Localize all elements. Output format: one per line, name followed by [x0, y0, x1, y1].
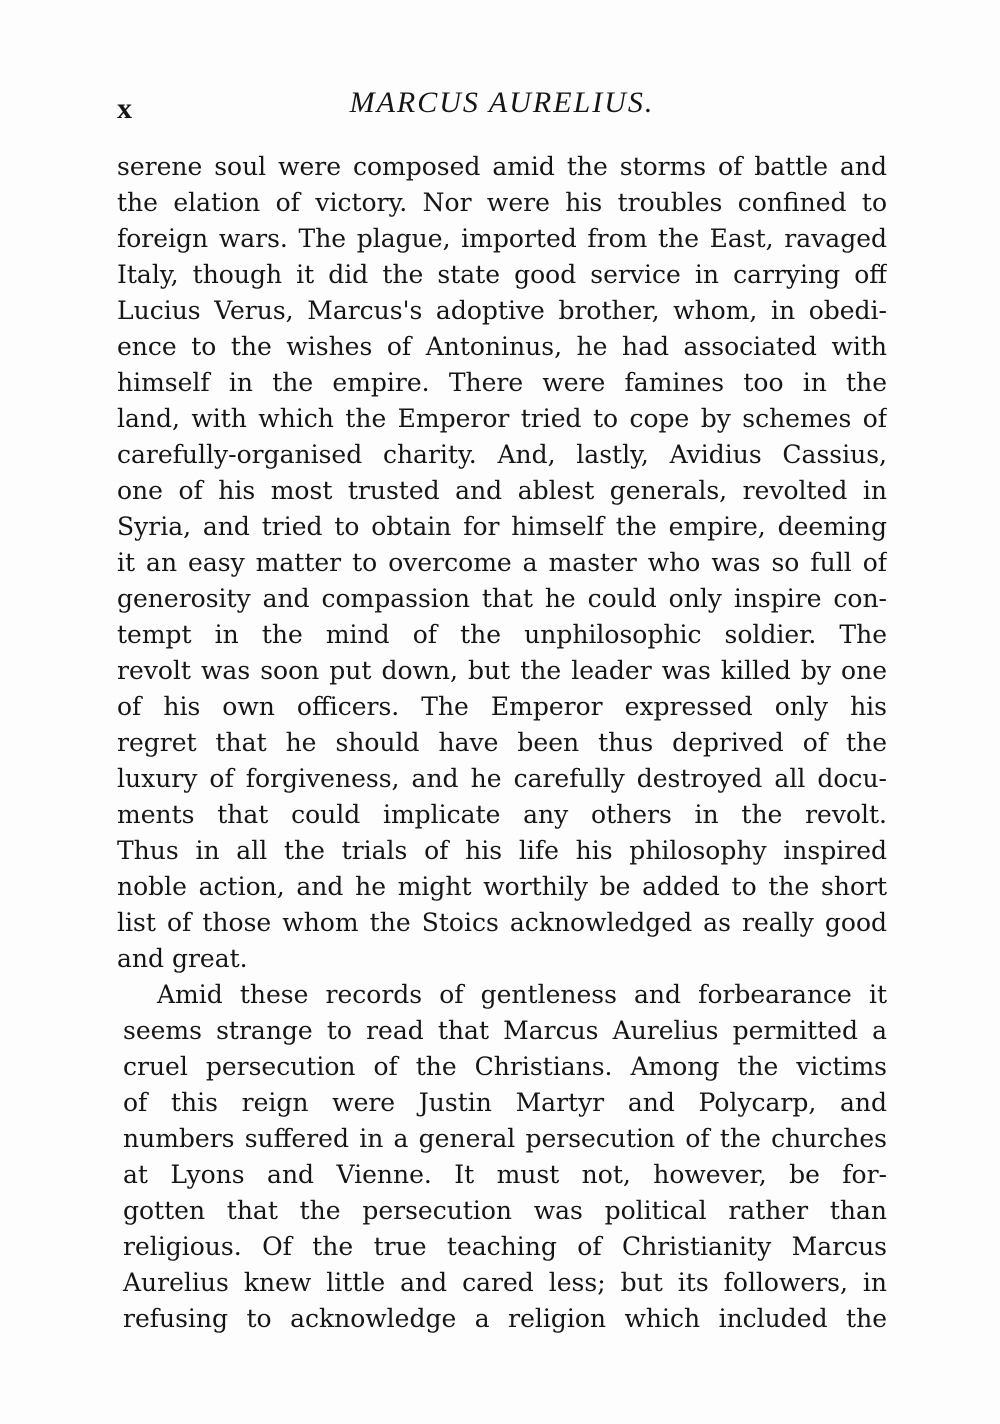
text-line: of his own officers. The Emperor expressed only his: [117, 692, 887, 721]
text-line: ments that could implicate any others in the revolt.: [117, 800, 887, 829]
text-line: at Lyons and Vienne. It must not, however, be for-: [123, 1160, 887, 1189]
text-line: carefully-organised charity. And, lastly, Avidius Cassius,: [117, 440, 887, 469]
text-line: Syria, and tried to obtain for himself the empire, deeming: [117, 512, 887, 541]
text-line: cruel persecution of the Christians. Among the victims: [123, 1052, 887, 1081]
text-line: Amid these records of gentleness and forbearance it: [157, 980, 887, 1009]
text-line: Aurelius knew little and cared less; but its followers, in: [123, 1268, 887, 1297]
text-line: gotten that the persecution was political rather than: [123, 1196, 887, 1225]
text-line: land, with which the Emperor tried to cope by schemes of: [117, 404, 887, 433]
text-line: of this reign were Justin Martyr and Polycarp, and: [123, 1088, 887, 1117]
text-line: seems strange to read that Marcus Aurelius permitted a: [123, 1016, 887, 1045]
text-line: Italy, though it did the state good service in carrying off: [117, 260, 887, 289]
text-line: tempt in the mind of the unphilosophic soldier. The: [117, 620, 887, 649]
page-header: [117, 86, 887, 130]
body-text: [117, 149, 887, 1337]
text-line: list of those whom the Stoics acknowledged as really good: [117, 908, 887, 937]
paragraph-2: [117, 977, 887, 1337]
text-line: Thus in all the trials of his life his philosophy inspired: [117, 836, 887, 865]
text-line: refusing to acknowledge a religion which included the: [123, 1304, 887, 1333]
text-line: regret that he should have been thus deprived of the: [117, 728, 887, 757]
text-line: himself in the empire. There were famines too in the: [117, 368, 887, 397]
text-line: revolt was soon put down, but the leader was killed by one: [117, 656, 887, 685]
text-line: one of his most trusted and ablest generals, revolted in: [117, 476, 887, 505]
text-line: religious. Of the true teaching of Christianity Marcus: [123, 1232, 887, 1261]
page-number: x: [117, 92, 132, 125]
text-line: generosity and compassion that he could only inspire con-: [117, 584, 887, 613]
text-line: the elation of victory. Nor were his troubles confined to: [117, 188, 887, 217]
paragraph-1: [117, 149, 887, 977]
text-line: and great.: [117, 944, 248, 973]
running-title: MARCUS AURELIUS.: [349, 86, 655, 119]
text-line: it an easy matter to overcome a master who was so full of: [117, 548, 887, 577]
text-line: serene soul were composed amid the storms of battle and: [117, 152, 887, 181]
text-line: numbers suffered in a general persecution of the churches: [123, 1124, 887, 1153]
text-line: luxury of forgiveness, and he carefully destroyed all docu-: [117, 764, 887, 793]
text-line: noble action, and he might worthily be added to the short: [117, 872, 887, 901]
text-line: foreign wars. The plague, imported from the East, ravaged: [117, 224, 887, 253]
text-line: Lucius Verus, Marcus's adoptive brother, whom, in obedi-: [117, 296, 887, 325]
text-line: ence to the wishes of Antoninus, he had associated with: [117, 332, 887, 361]
